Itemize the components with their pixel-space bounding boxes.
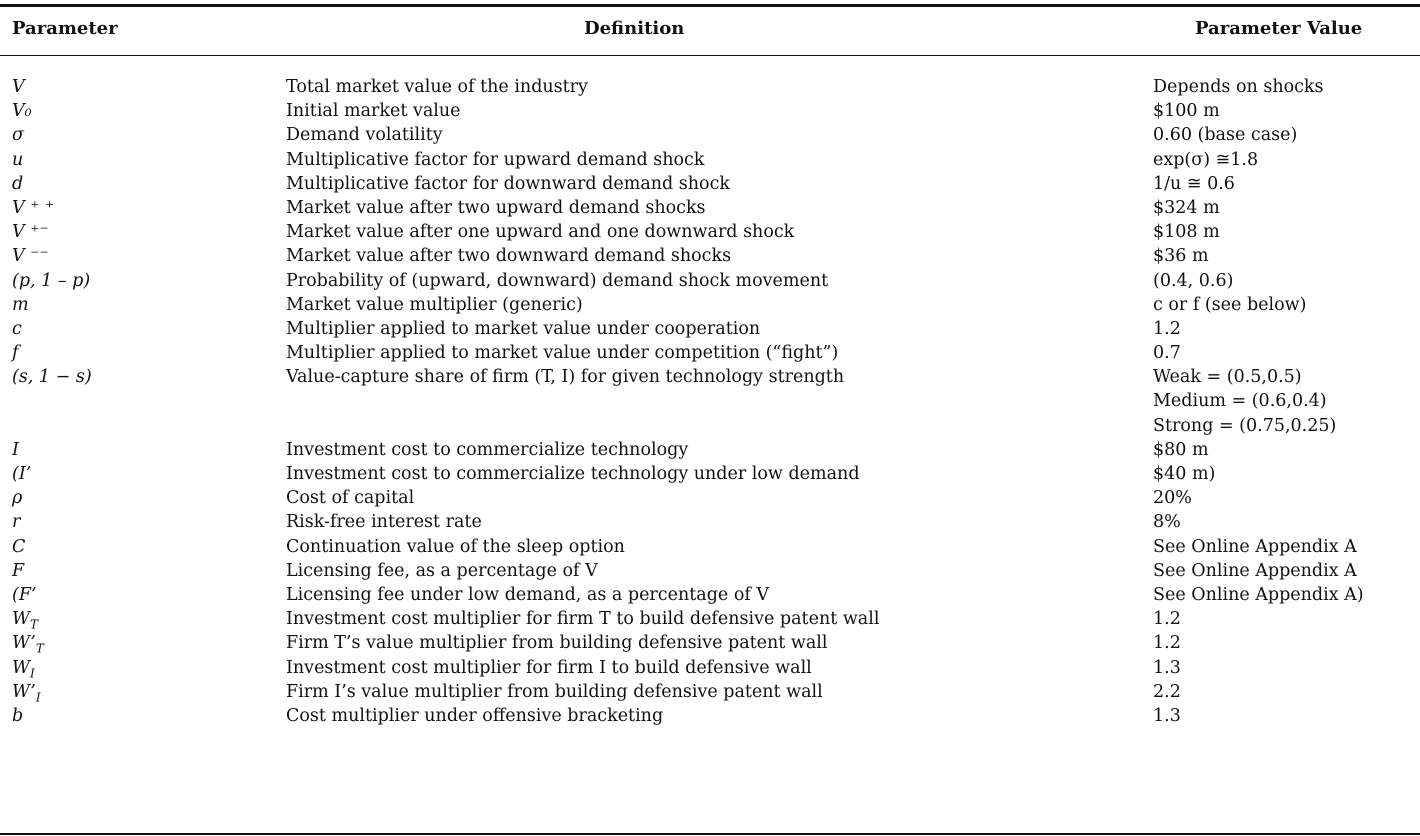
table-row <box>0 704 1420 728</box>
parameter-value <box>1153 486 1192 510</box>
parameter-value-line: 1.2 <box>1153 318 1181 339</box>
parameter-symbol: f <box>12 343 19 364</box>
parameter-definition: Firm I’s value multiplier from building defensive patent wall <box>286 681 823 702</box>
parameter-value-line: Medium = (0.6,0.4) <box>1153 391 1327 412</box>
parameter-definition: Investment cost to commercialize technology under low demand <box>286 464 860 485</box>
parameter-value <box>1153 438 1209 462</box>
parameter-definition: Firm T’s value multiplier from building defensive patent wall <box>286 633 828 654</box>
table-row <box>0 317 1420 341</box>
parameter-value-line: 1.2 <box>1153 633 1181 654</box>
parameter-definition: Multiplier applied to market value under cooperation <box>286 318 761 339</box>
parameter-symbol: (s, 1 − s) <box>12 367 92 388</box>
parameter-value <box>1153 317 1181 341</box>
parameter-definition: Cost of capital <box>286 488 415 509</box>
parameter-symbol: ρ <box>12 488 23 509</box>
parameter-value-line: 0.7 <box>1153 343 1181 364</box>
parameter-value <box>1153 559 1357 583</box>
table-row <box>0 438 1420 462</box>
parameter-value-line: 0.60 (base case) <box>1153 125 1298 146</box>
table-row <box>0 559 1420 583</box>
parameter-symbol: V ⁺ ⁺ <box>12 197 55 218</box>
table-row <box>0 680 1420 704</box>
parameter-value-line: $40 m) <box>1153 464 1216 485</box>
parameter-value <box>1153 269 1233 293</box>
parameter-value-line: See Online Appendix A <box>1153 560 1357 581</box>
parameter-value <box>1153 341 1181 365</box>
parameter-value <box>1153 704 1181 728</box>
parameter-value <box>1153 148 1258 172</box>
parameter-value <box>1153 172 1235 196</box>
parameter-value-line: 1/u ≅ 0.6 <box>1153 173 1235 194</box>
parameter-subscript: I <box>35 690 41 705</box>
parameter-symbol: V₀ <box>12 101 32 122</box>
parameter-definition: Demand volatility <box>286 125 443 146</box>
parameter-definition: Risk-free interest rate <box>286 512 482 533</box>
table-row <box>0 75 1420 99</box>
parameter-symbol: C <box>12 536 26 557</box>
table-row <box>0 123 1420 147</box>
parameter-definition: Multiplicative factor for upward demand shock <box>286 149 705 170</box>
parameter-value-line: 2.2 <box>1153 681 1181 702</box>
parameter-value-line: 8% <box>1153 512 1181 533</box>
table-bottom-rule <box>0 833 1420 835</box>
parameter-value <box>1153 123 1297 147</box>
header-parameter: Parameter <box>12 18 118 39</box>
parameter-symbol: $W’_T$ <box>12 633 44 656</box>
parameter-definition: Market value multiplier (generic) <box>286 294 583 315</box>
parameter-definition: Total market value of the industry <box>286 77 588 97</box>
table-row <box>0 244 1420 268</box>
table-row <box>0 341 1420 365</box>
table-row <box>0 535 1420 559</box>
parameter-value-line: Depends on shocks <box>1153 77 1324 97</box>
parameter-value <box>1153 99 1220 123</box>
table-body <box>0 75 1420 728</box>
parameter-symbol: V ⁺⁻ <box>12 222 49 243</box>
parameter-value <box>1153 631 1181 655</box>
parameter-symbol: V ⁻⁻ <box>12 246 49 267</box>
parameter-symbol: c <box>12 318 22 339</box>
parameter-definition: Licensing fee, as a percentage of V <box>286 560 598 581</box>
parameter-value-line: $108 m <box>1153 222 1220 243</box>
parameter-value-line: $100 m <box>1153 101 1220 122</box>
parameter-value-line: $324 m <box>1153 197 1220 218</box>
parameter-value <box>1153 365 1336 438</box>
parameter-definition: Licensing fee under low demand, as a percentage of V <box>286 584 770 605</box>
parameter-value <box>1153 510 1181 534</box>
parameter-value <box>1153 680 1181 704</box>
parameter-definition: Initial market value <box>286 101 461 122</box>
table-row <box>0 631 1420 655</box>
parameter-definition: Value-capture share of firm (T, I) for given technology strength <box>286 367 845 388</box>
header-definition: Definition <box>584 18 685 39</box>
parameter-definition: Probability of (upward, downward) demand shock movement <box>286 270 829 291</box>
parameter-value-line: 1.3 <box>1153 657 1181 678</box>
parameter-symbol: I <box>12 439 19 460</box>
parameter-definition: Market value after two downward demand shocks <box>286 246 732 267</box>
parameter-value <box>1153 535 1357 559</box>
parameter-definition: Multiplier applied to market value under competition (“fight”) <box>286 343 839 364</box>
parameter-symbol: r <box>12 512 21 533</box>
parameter-value-line: 1.2 <box>1153 609 1181 630</box>
table-row <box>0 656 1420 680</box>
table-row <box>0 607 1420 631</box>
parameter-value-line: Strong = (0.75,0.25) <box>1153 415 1337 436</box>
parameter-value-line: $80 m <box>1153 439 1209 460</box>
parameter-definition: Investment cost to commercialize technology <box>286 439 689 460</box>
parameter-value <box>1153 607 1181 631</box>
parameter-value-line: Weak = (0.5,0.5) <box>1153 367 1302 388</box>
parameter-value-line: See Online Appendix A) <box>1153 584 1364 605</box>
parameter-value-line: c or f (see below) <box>1153 294 1307 315</box>
parameter-symbol: F <box>12 560 25 581</box>
parameter-subscript: I <box>30 666 35 681</box>
parameter-subscript: T <box>30 617 39 632</box>
table-row <box>0 148 1420 172</box>
parameter-value <box>1153 656 1181 680</box>
table-row <box>0 365 1420 438</box>
parameter-definition: Investment cost multiplier for firm I to build defensive wall <box>286 657 812 678</box>
table-top-rule <box>0 4 1420 7</box>
parameter-value <box>1153 196 1220 220</box>
table-row <box>0 510 1420 534</box>
parameter-value-line: 1.3 <box>1153 705 1181 726</box>
parameter-symbol: (F’ <box>12 584 37 605</box>
parameter-symbol: $W_I$ <box>12 657 35 681</box>
table-row <box>0 462 1420 486</box>
parameter-symbol: (p, 1 – p) <box>12 270 91 291</box>
parameter-value <box>1153 75 1324 99</box>
table-row <box>0 486 1420 510</box>
header-parameter-value: Parameter Value <box>1195 18 1363 39</box>
table-row <box>0 172 1420 196</box>
parameter-symbol: m <box>12 294 29 315</box>
parameter-definition: Market value after two upward demand shocks <box>286 197 706 218</box>
parameter-value <box>1153 462 1215 486</box>
table-header-rule <box>0 55 1420 56</box>
parameter-definition: Continuation value of the sleep option <box>286 536 625 557</box>
parameter-symbol: $W_T$ <box>12 609 39 632</box>
table-row <box>0 196 1420 220</box>
table-row <box>0 269 1420 293</box>
parameter-definition: Cost multiplier under offensive bracketing <box>286 705 664 726</box>
parameter-symbol: u <box>12 149 24 170</box>
parameter-symbol: d <box>12 173 24 194</box>
parameter-value-line: $36 m <box>1153 246 1209 267</box>
table-row <box>0 293 1420 317</box>
table-row <box>0 583 1420 607</box>
table-row <box>0 220 1420 244</box>
parameter-symbol: V <box>12 77 25 97</box>
parameter-symbol: $W’_I$ <box>12 681 41 705</box>
parameter-symbol: σ <box>12 125 24 146</box>
parameter-definition: Investment cost multiplier for firm T to build defensive patent wall <box>286 609 880 630</box>
parameter-definition: Market value after one upward and one downward shock <box>286 222 795 243</box>
parameter-value-line: (0.4, 0.6) <box>1153 270 1234 291</box>
parameter-value <box>1153 220 1220 244</box>
parameter-symbol: (I’ <box>12 464 32 485</box>
parameter-value-line: exp(σ) ≅1.8 <box>1153 149 1259 170</box>
table-row <box>0 99 1420 123</box>
parameter-value-line: See Online Appendix A <box>1153 536 1357 557</box>
parameter-subscript: T <box>35 641 44 656</box>
parameter-value <box>1153 583 1364 607</box>
parameter-value <box>1153 244 1209 268</box>
parameter-value <box>1153 293 1306 317</box>
parameter-definition: Multiplicative factor for downward demand shock <box>286 173 730 194</box>
parameter-value-line: 20% <box>1153 488 1192 509</box>
table-header-row <box>0 18 1420 42</box>
parameter-symbol: b <box>12 705 24 726</box>
